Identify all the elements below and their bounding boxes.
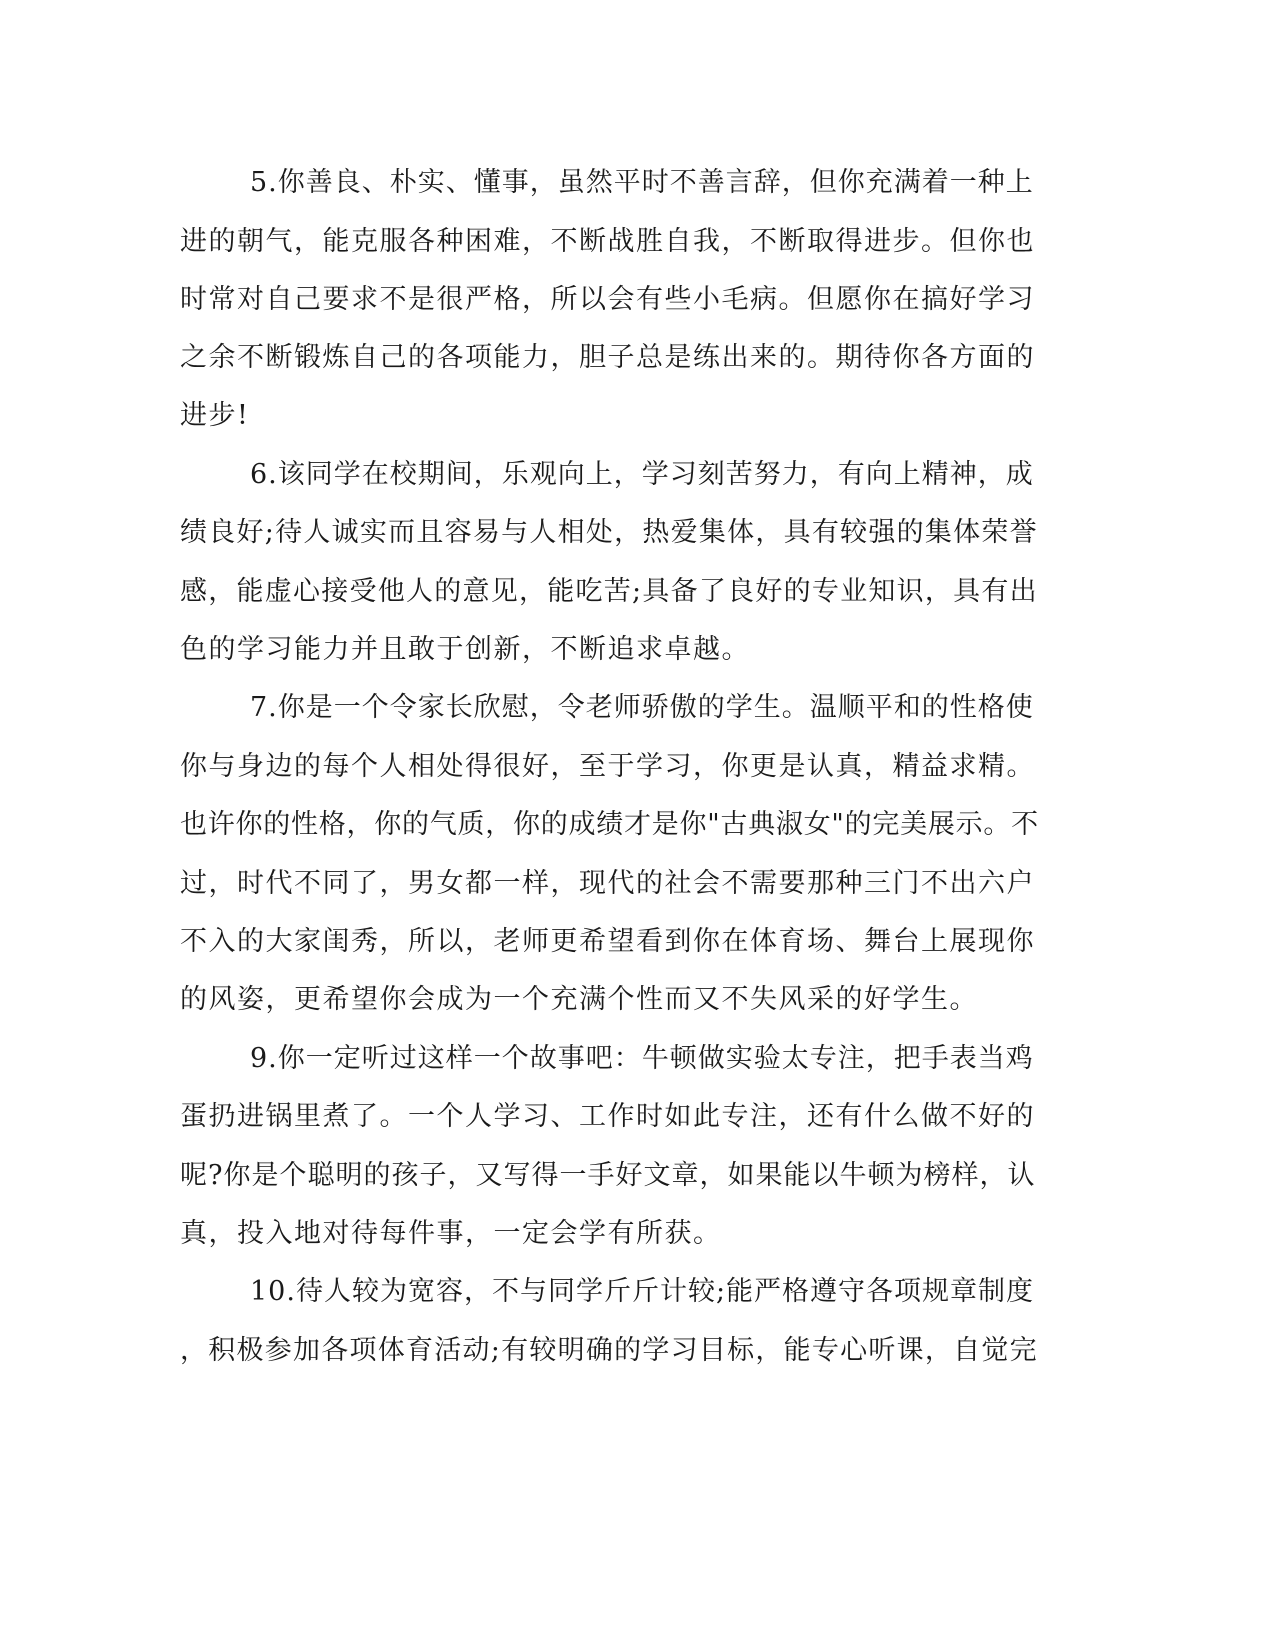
- text-line: 你与身边的每个人相处得很好，至于学习，你更是认真，精益求精。: [180, 751, 1035, 782]
- text-line: 6.该同学在校期间，乐观向上，学习刻苦努力，有向上精神，成: [250, 459, 1034, 490]
- text-line: ，积极参加各项体育活动;有较明确的学习目标，能专心听课，自觉完: [180, 1335, 1038, 1366]
- text-line: 过，时代不同了，男女都一样，现代的社会不需要那种三门不出六户: [180, 868, 1035, 899]
- text-line: 5.你善良、朴实、懂事，虽然平时不善言辞，但你充满着一种上: [250, 167, 1034, 198]
- text-line: 不入的大家闺秀，所以，老师更希望看到你在体育场、舞台上展现你: [180, 926, 1035, 957]
- text-line: 呢?你是个聪明的孩子，又写得一手好文章，如果能以牛顿为榜样，认: [180, 1160, 1036, 1191]
- text-line: 真，投入地对待每件事，一定会学有所获。: [180, 1218, 722, 1249]
- text-line: 10.待人较为宽容，不与同学斤斤计较;能严格遵守各项规章制度: [250, 1276, 1035, 1307]
- text-line: 蛋扔进锅里煮了。一个人学习、工作时如此专注，还有什么做不好的: [180, 1101, 1035, 1132]
- text-line: 9.你一定听过这样一个故事吧：牛顿做实验太专注，把手表当鸡: [250, 1043, 1034, 1074]
- text-line: 7.你是一个令家长欣慰，令老师骄傲的学生。温顺平和的性格使: [250, 692, 1034, 723]
- text-line: 之余不断锻炼自己的各项能力，胆子总是练出来的。期待你各方面的: [180, 342, 1035, 373]
- text-line: 感，能虚心接受他人的意见，能吃苦;具备了良好的专业知识，具有出: [180, 576, 1038, 607]
- text-line: 绩良好;待人诚实而且容易与人相处，热爱集体，具有较强的集体荣誉: [180, 517, 1038, 548]
- text-line: 进步!: [180, 400, 250, 431]
- text-line: 时常对自己要求不是很严格，所以会有些小毛病。但愿你在搞好学习: [180, 284, 1035, 315]
- text-line: 的风姿，更希望你会成为一个充满个性而又不失风采的好学生。: [180, 984, 978, 1015]
- text-line: 色的学习能力并且敢于创新，不断追求卓越。: [180, 634, 750, 665]
- text-line: 也许你的性格，你的气质，你的成绩才是你"古典淑女"的完美展示。不: [180, 809, 1039, 840]
- text-line: 进的朝气，能克服各种困难，不断战胜自我，不断取得进步。但你也: [180, 226, 1035, 257]
